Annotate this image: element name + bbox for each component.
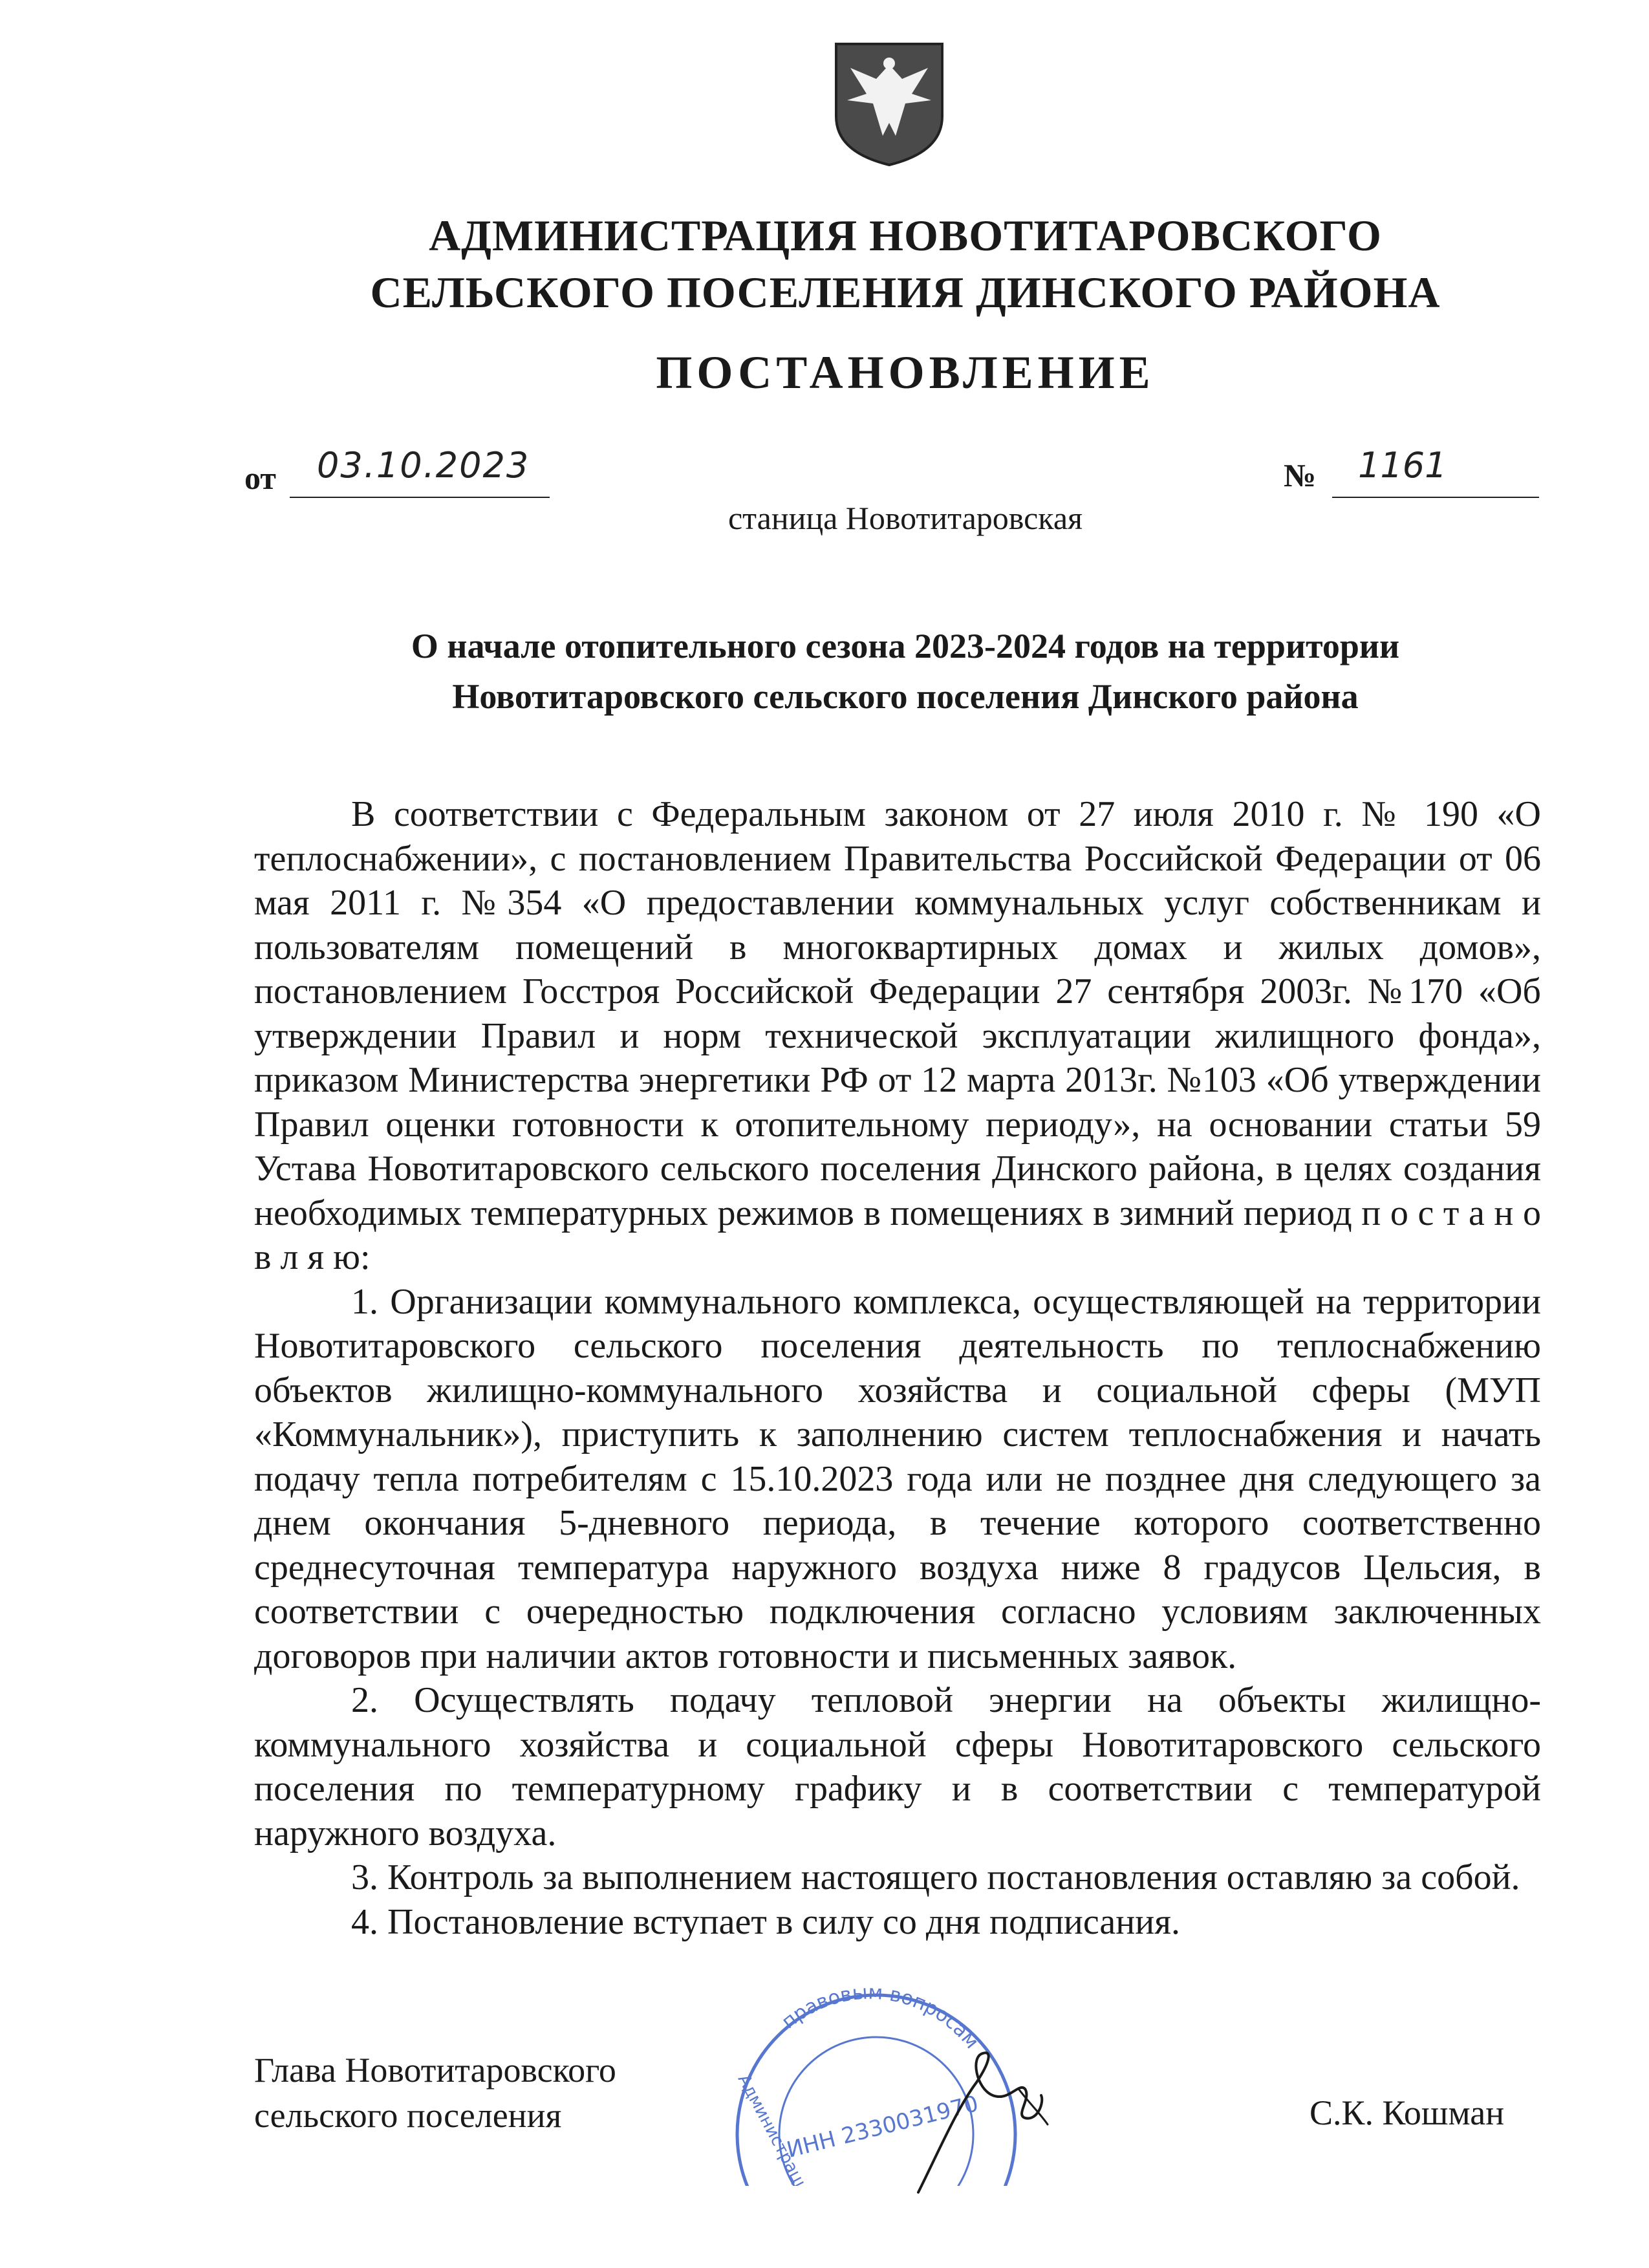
organization-title-line2: СЕЛЬСКОГО ПОСЕЛЕНИЯ ДИНСКОГО РАЙОНА — [370, 268, 1441, 317]
coat-of-arms-emblem — [831, 39, 947, 168]
signatory-name: С.К. Кошман — [1310, 2093, 1505, 2132]
document-subject — [194, 621, 1617, 722]
signatory-title — [254, 2047, 616, 2138]
date-value: 03.10.2023 — [317, 445, 530, 486]
document-body — [254, 792, 1541, 1944]
handwritten-signature — [879, 1992, 1086, 2199]
stamp-side-text: Администрации — [733, 2071, 818, 2186]
subject-line1: О начале отопительного сезона 2023-2024 годов на территории — [411, 627, 1400, 665]
organization-title-line1: АДМИНИСТРАЦИЯ НОВОТИТАРОВСКОГО — [429, 211, 1382, 260]
place-of-issue: станица Новотитаровская — [727, 500, 1083, 536]
date-label: от — [244, 460, 276, 496]
organization-title — [194, 207, 1617, 321]
date-underline — [290, 497, 550, 498]
number-value: 1161 — [1358, 445, 1447, 486]
signatory-title-line1: Глава Новотитаровского — [254, 2051, 616, 2090]
signatory-title-line2: сельского поселения — [254, 2096, 562, 2135]
subject-line2: Новотитаровского сельского поселения Динского района — [452, 677, 1359, 716]
stamp-inn-text: ИНН 2330031970 — [784, 2090, 981, 2164]
stamp-top-text: правовым вопросам — [777, 1981, 984, 2053]
number-label: № — [1284, 457, 1317, 493]
number-underline — [1332, 497, 1539, 498]
preamble-paragraph: В соответствии с Федеральным законом от 27 июля 2010 г. № 190 «О теплоснабжении», с постановлением Правительства Российской Федерации от 06 мая 2011 г. №354 «О предоставлении коммунальных услуг собственникам и пользователям помещений в многоквартирных домах и жилых домов», постановлением Госстроя Российской Федерации 27 сентября 2003г. №170 «Об утверждении Правил и норм технической эксплуатации жилищного фонда», приказом Министерства энергетики РФ от 12 марта 2013г. №103 «Об утверждении Правил оценки готовности к отопительному периоду», на основании статьи 59 Устава Новотитаровского сельского поселения Динского района, в целях создания необходимых температурных режимов в помещениях в зимний период п о с т а н о в л я ю: — [254, 794, 1541, 1277]
document-type: ПОСТАНОВЛЕНИЕ — [656, 347, 1155, 398]
item-3-paragraph: 3. Контроль за выполнением настоящего постановления оставляю за собой. — [351, 1857, 1520, 1897]
item-4-paragraph: 4. Постановление вступает в силу со дня подписания. — [351, 1901, 1180, 1942]
item-1-paragraph: 1. Организации коммунального комплекса, осуществляющей на территории Новотитаровского сельского поселения деятельность по теплоснабжению объектов жилищно-коммунального хозяйства и социальной сферы (МУП «Коммунальник»), приступить к заполнению систем теплоснабжения и начать подачу тепла потребителям с 15.10.2023 года или не позднее дня следующего за днем окончания 5-дневного периода, в течение которого соответственно среднесуточная температура наружного воздуха ниже 8 градусов Цельсия, в соответствии с очередностью подключения согласно условиям заключенных договоров при наличии актов готовности и письменных заявок. — [254, 1281, 1541, 1676]
item-2-paragraph: 2. Осуществлять подачу тепловой энергии на объекты жилищно-коммунального хозяйства и социальной сферы Новотитаровского сельского поселения по температурному графику и в соответствии с температурой наружного воздуха. — [254, 1680, 1541, 1853]
